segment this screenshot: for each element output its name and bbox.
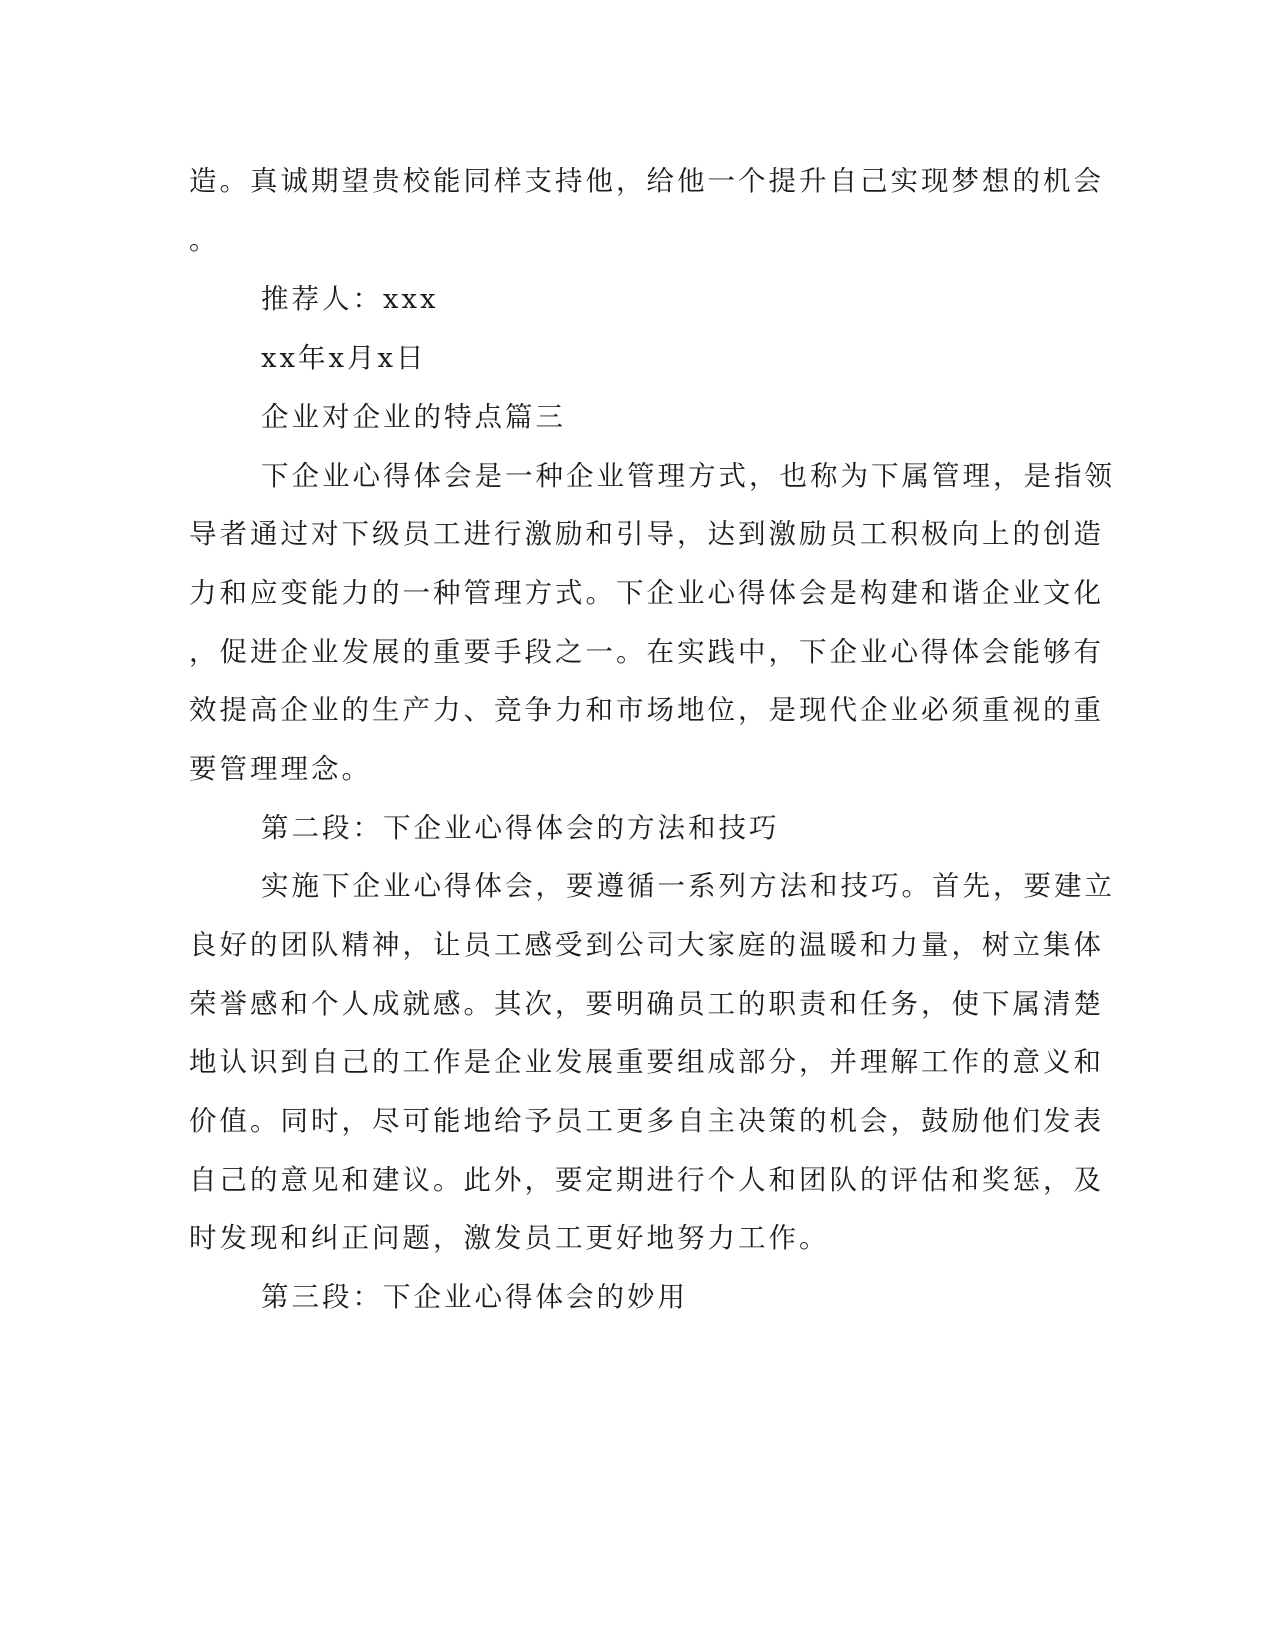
text-line: 地认识到自己的工作是企业发展重要组成部分，并理解工作的意义和 xyxy=(189,1046,1104,1078)
section-title: 企业对企业的特点篇三 xyxy=(261,401,566,433)
text-line: 荣誉感和个人成就感。其次，要明确员工的职责和任务，使下属清楚 xyxy=(189,988,1104,1020)
section-heading: 第二段：下企业心得体会的方法和技巧 xyxy=(261,812,780,844)
recommender-line: 推荐人：xxx xyxy=(261,283,439,315)
text-line: 实施下企业心得体会，要遵循一系列方法和技巧。首先，要建立 xyxy=(261,870,1115,902)
text-line: 要管理理念。 xyxy=(189,753,372,785)
text-line: 效提高企业的生产力、竞争力和市场地位，是现代企业必须重视的重 xyxy=(189,694,1104,726)
text-line: 时发现和纠正问题，激发员工更好地努力工作。 xyxy=(189,1222,830,1254)
text-line: 自己的意见和建议。此外，要定期进行个人和团队的评估和奖惩，及 xyxy=(189,1164,1104,1196)
section-heading: 第三段：下企业心得体会的妙用 xyxy=(261,1281,688,1313)
text-line: 。 xyxy=(189,224,220,256)
text-line: 良好的团队精神，让员工感受到公司大家庭的温暖和力量，树立集体 xyxy=(189,929,1104,961)
text-line: ，促进企业发展的重要手段之一。在实践中，下企业心得体会能够有 xyxy=(189,636,1104,668)
date-line: xx年x月x日 xyxy=(261,342,427,374)
text-line: 下企业心得体会是一种企业管理方式，也称为下属管理，是指领 xyxy=(261,460,1115,492)
text-line: 力和应变能力的一种管理方式。下企业心得体会是构建和谐企业文化 xyxy=(189,577,1104,609)
text-line: 导者通过对下级员工进行激励和引导，达到激励员工积极向上的创造 xyxy=(189,518,1104,550)
text-line: 价值。同时，尽可能地给予员工更多自主决策的机会，鼓励他们发表 xyxy=(189,1105,1104,1137)
text-line: 造。真诚期望贵校能同样支持他，给他一个提升自己实现梦想的机会 xyxy=(189,165,1104,197)
